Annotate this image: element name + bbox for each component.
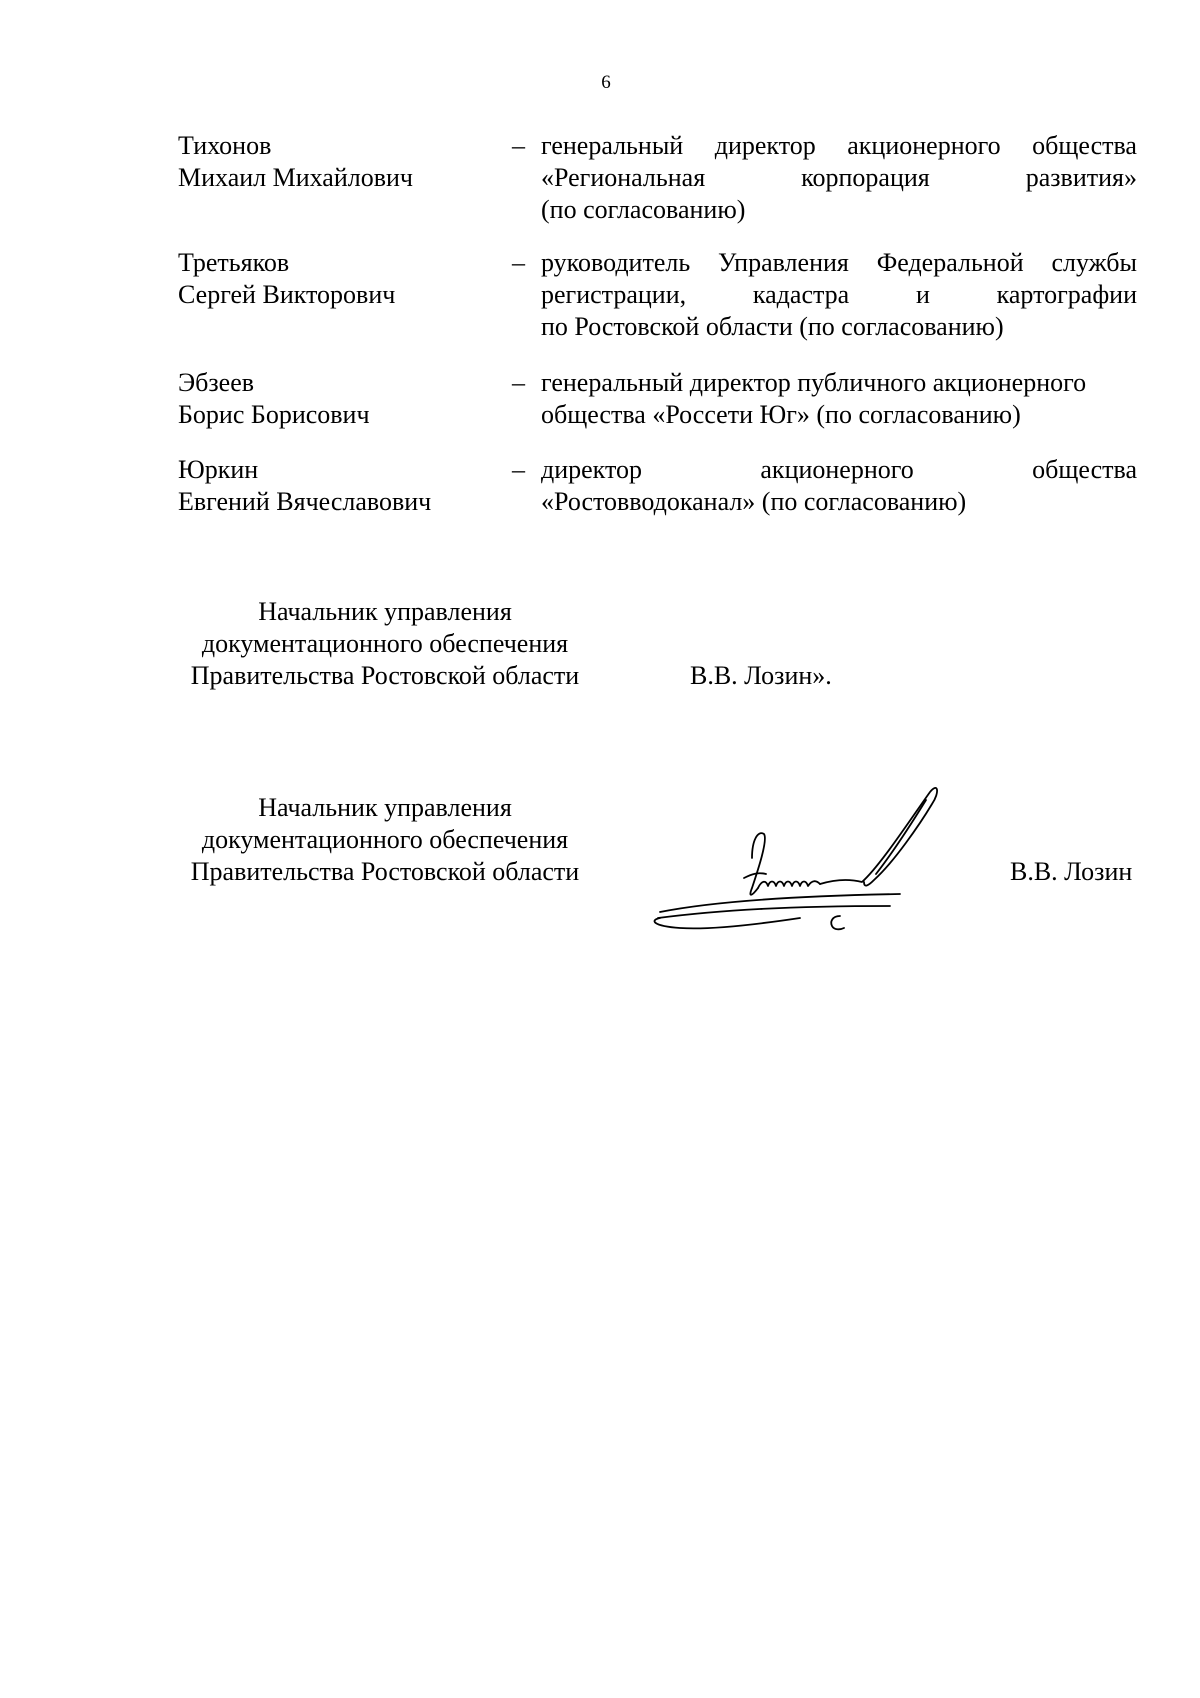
member-given-names: Сергей Викторович (178, 280, 396, 309)
title-line: Начальник управления (258, 793, 512, 822)
member-position (541, 367, 1137, 431)
word: регистрации, (541, 280, 687, 309)
title-line: Правительства Ростовской области (190, 661, 580, 690)
word: акционерного (847, 131, 1001, 160)
word: общества (1032, 131, 1137, 160)
member-position (541, 454, 1137, 518)
member-given-names: Евгений Вячеславович (178, 487, 432, 516)
word: общества (1032, 455, 1137, 484)
member-name (178, 454, 431, 518)
position-line: генеральный директор публичного акционерного (541, 368, 1087, 397)
member-name (178, 130, 413, 194)
member-surname: Тихонов (178, 131, 272, 160)
dash: – (512, 455, 525, 484)
word: акционерного (760, 455, 914, 484)
position-line (541, 454, 1137, 486)
word: кадастра (752, 280, 850, 309)
member-surname: Третьяков (178, 248, 290, 277)
member-position (541, 130, 1137, 226)
member-given-names: Михаил Михайлович (178, 163, 414, 192)
word: директор (714, 131, 816, 160)
word: корпорация (801, 163, 930, 192)
position-line (541, 279, 1137, 311)
title-line: Начальник управления (258, 597, 512, 626)
dash: – (512, 368, 525, 397)
title-line: документационного обеспечения (201, 825, 569, 854)
signatory-title (170, 596, 600, 692)
member-surname: Эбзеев (178, 368, 255, 397)
member-position (541, 247, 1137, 343)
word: Федеральной (876, 248, 1024, 277)
handwritten-signature-icon (640, 770, 980, 940)
signatory-name: В.В. Лозин (1010, 857, 1133, 886)
page-number: 6 (601, 72, 611, 93)
word: руководитель (541, 248, 691, 277)
word: «Региональная (541, 163, 706, 192)
signatory-name: В.В. Лозин». (690, 661, 832, 690)
dash: – (512, 248, 525, 277)
dash: – (512, 131, 525, 160)
word: и (915, 280, 930, 309)
member-surname: Юркин (178, 455, 259, 484)
position-line (541, 162, 1137, 194)
word: Управления (718, 248, 849, 277)
position-line: (по согласованию) (541, 195, 746, 224)
title-line: документационного обеспечения (201, 629, 569, 658)
word: развития» (1025, 163, 1137, 192)
position-line: «Ростовводоканал» (по согласованию) (541, 487, 967, 516)
title-line: Правительства Ростовской области (190, 857, 580, 886)
position-line: по Ростовской области (по согласованию) (541, 312, 1004, 341)
word: генеральный (541, 131, 684, 160)
signatory-title (170, 792, 600, 888)
position-line: общества «Россети Юг» (по согласованию) (541, 400, 1021, 429)
member-name (178, 247, 395, 311)
position-line (541, 247, 1137, 279)
word: картографии (996, 280, 1137, 309)
member-name (178, 367, 370, 431)
word: службы (1051, 248, 1137, 277)
word: директор (541, 455, 642, 484)
member-given-names: Борис Борисович (178, 400, 370, 429)
position-line (541, 130, 1137, 162)
